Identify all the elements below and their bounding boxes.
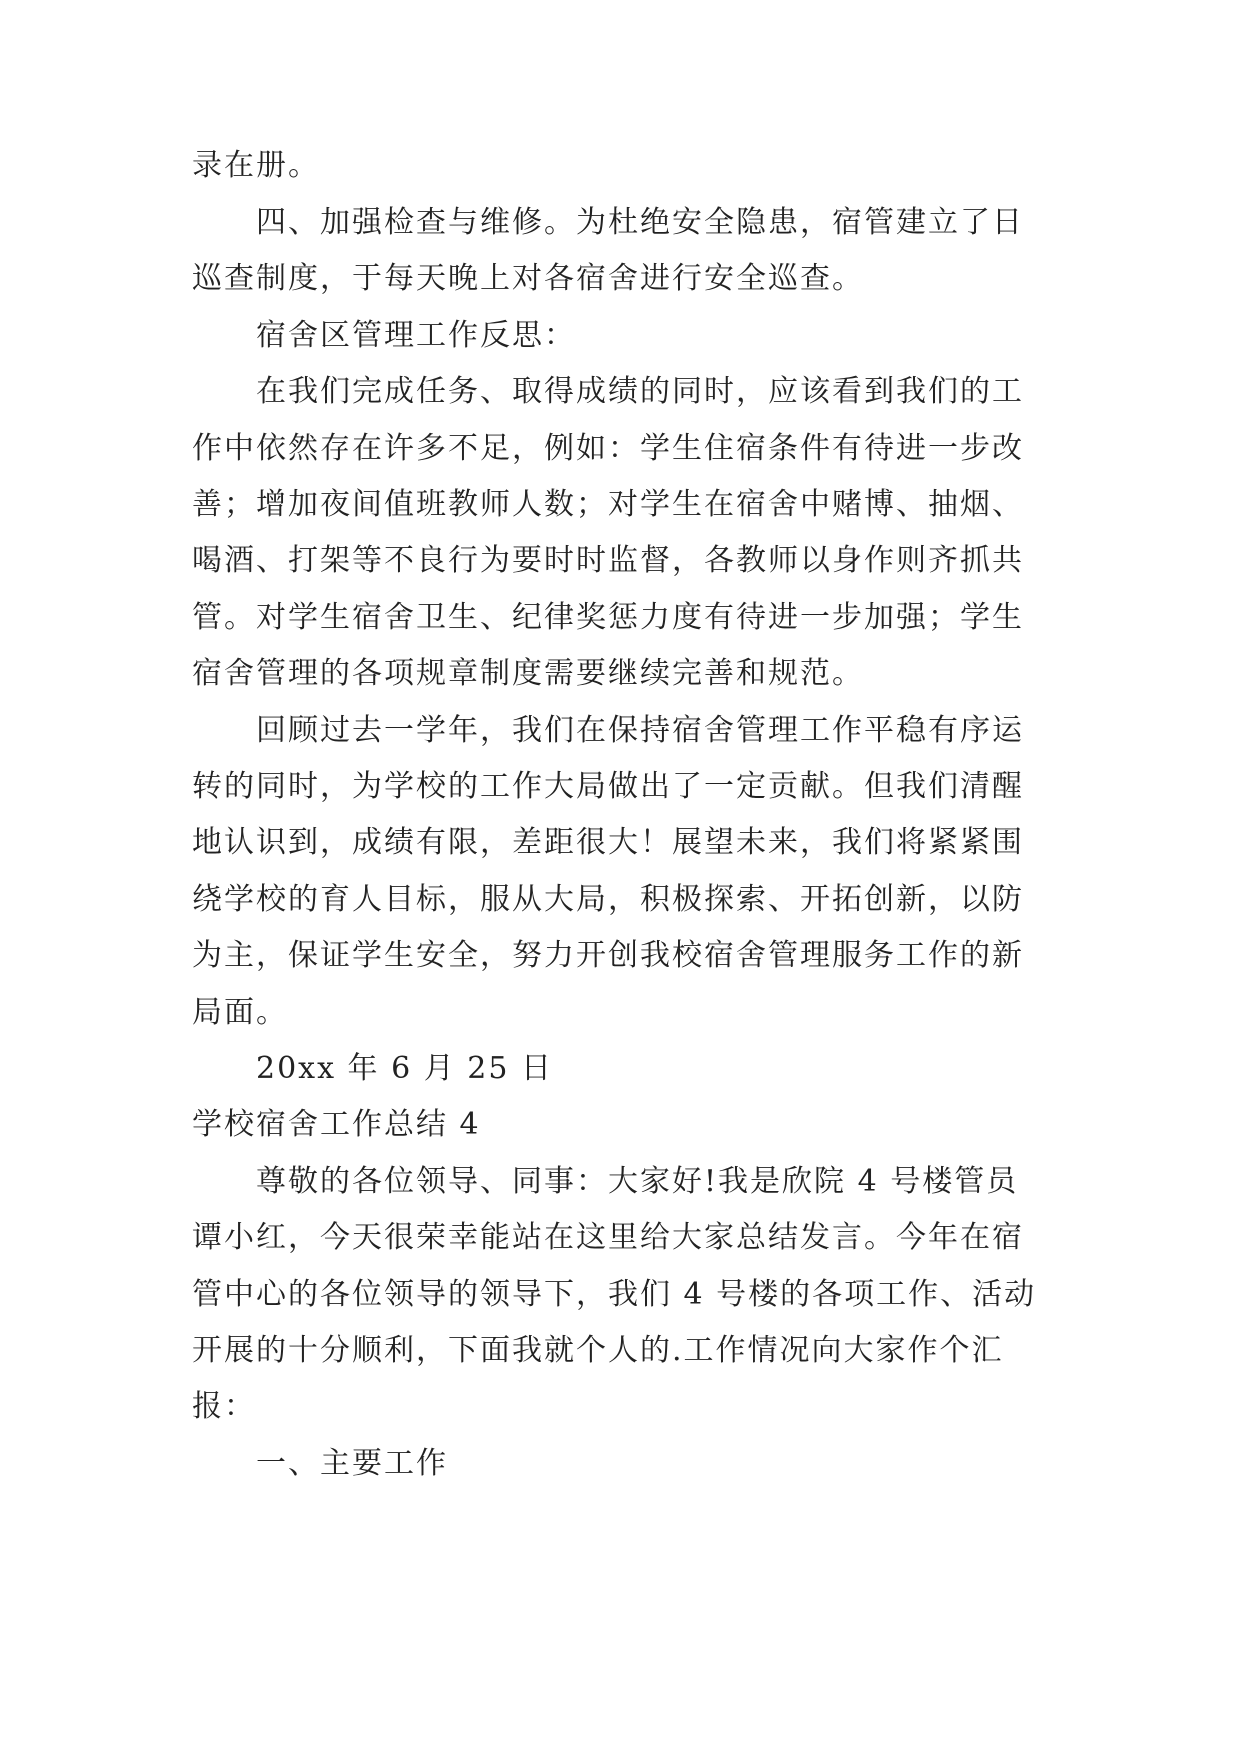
text-line: 管中心的各位领导的领导下，我们 4 号楼的各项工作、活动	[192, 1277, 1037, 1312]
text-line: 回顾过去一学年，我们在保持宿舍管理工作平稳有序运	[256, 713, 1024, 748]
section-heading: 一、主要工作	[256, 1446, 448, 1481]
section-heading: 宿舍区管理工作反思：	[256, 318, 576, 353]
text-line: 喝酒、打架等不良行为要时时监督，各教师以身作则齐抓共	[192, 543, 1024, 578]
text-line: 谭小红，今天很荣幸能站在这里给大家总结发言。今年在宿	[192, 1220, 1024, 1255]
text-line: 转的同时，为学校的工作大局做出了一定贡献。但我们清醒	[192, 769, 1024, 804]
section-title: 学校宿舍工作总结 4	[192, 1107, 481, 1142]
text-line: 善；增加夜间值班教师人数；对学生在宿舍中赌博、抽烟、	[192, 487, 1024, 522]
text-line: 为主，保证学生安全，努力开创我校宿舍管理服务工作的新	[192, 938, 1024, 973]
text-line: 管。对学生宿舍卫生、纪律奖惩力度有待进一步加强；学生	[192, 600, 1024, 635]
text-line: 巡查制度，于每天晚上对各宿舍进行安全巡查。	[192, 261, 864, 296]
text-line: 报：	[192, 1389, 256, 1424]
text-line: 四、加强检查与维修。为杜绝安全隐患，宿管建立了日	[256, 205, 1024, 240]
text-line: 局面。	[192, 995, 288, 1030]
text-line: 录在册。	[192, 148, 320, 183]
text-line: 作中依然存在许多不足，例如：学生住宿条件有待进一步改	[192, 431, 1024, 466]
text-line: 宿舍管理的各项规章制度需要继续完善和规范。	[192, 656, 864, 691]
text-line: 尊敬的各位领导、同事：大家好!我是欣院 4 号楼管员	[256, 1164, 1019, 1199]
text-line: 开展的十分顺利，下面我就个人的.工作情况向大家作个汇	[192, 1333, 1004, 1368]
text-line: 绕学校的育人目标，服从大局，积极探索、开拓创新，以防	[192, 882, 1024, 917]
date-line: 20xx 年 6 月 25 日	[256, 1051, 553, 1086]
text-line: 在我们完成任务、取得成绩的同时，应该看到我们的工	[256, 374, 1024, 409]
text-line: 地认识到，成绩有限，差距很大！展望未来，我们将紧紧围	[192, 825, 1024, 860]
